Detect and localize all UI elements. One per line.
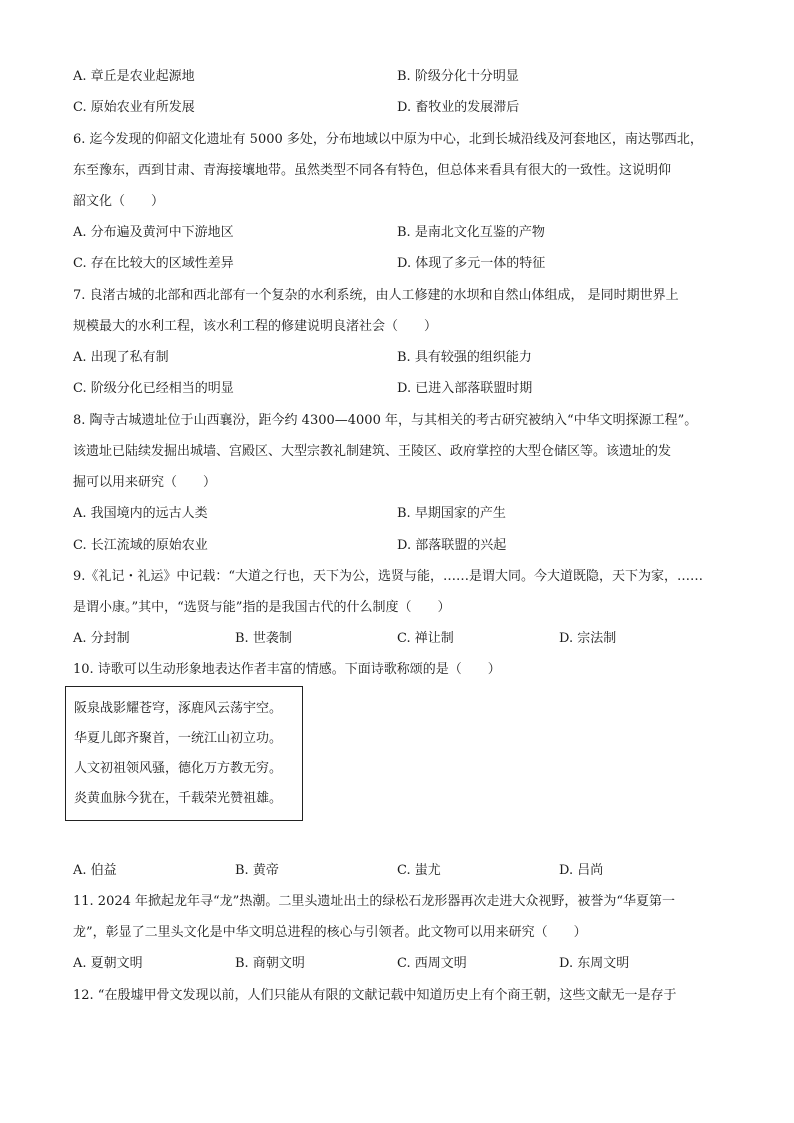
q5-option-a[interactable]: A. 章丘是农业起源地 <box>73 69 195 84</box>
q9-stem-line-1: 9.《礼记・礼运》中记载：“大道之行也，天下为公，选贤与能，……是谓大同。今大道既隐，天下为家，…… <box>73 569 704 584</box>
q9-option-c[interactable]: C. 禅让制 <box>397 631 454 646</box>
poem-line-3: 人文初祖领风骚，德化万方教无穷。 <box>74 761 283 776</box>
q9-option-a[interactable]: A. 分封制 <box>73 631 130 646</box>
q10-option-b[interactable]: B. 黄帝 <box>235 863 279 878</box>
q9-option-b[interactable]: B. 世袭制 <box>235 631 292 646</box>
q7-stem-line-1: 7. 良渚古城的北部和西北部有一个复杂的水利系统，由人工修建的水坝和自然山体组成， 是同时期世界上 <box>73 288 679 303</box>
q10-stem-line-1: 10. 诗歌可以生动形象地表达作者丰富的情感。下面诗歌称颂的是（ ） <box>73 662 501 677</box>
q9-stem-line-2: 是谓小康。”其中，“选贤与能”指的是我国古代的什么制度（ ） <box>73 600 451 615</box>
q6-option-c[interactable]: C. 存在比较大的区域性差异 <box>73 256 234 271</box>
q7-option-d[interactable]: D. 已进入部落联盟时期 <box>397 381 533 396</box>
q7-option-b[interactable]: B. 具有较强的组织能力 <box>397 350 532 365</box>
poem-line-1: 阪泉战影耀苍穹，涿鹿风云荡宇空。 <box>74 701 283 716</box>
q7-stem-line-2: 规模最大的水利工程，该水利工程的修建说明良渚社会（ ） <box>73 319 438 334</box>
q11-option-d[interactable]: D. 东周文明 <box>559 956 630 971</box>
q11-option-a[interactable]: A. 夏朝文明 <box>73 956 143 971</box>
q6-stem-line-2: 东至豫东，西到甘肃、青海接壤地带。虽然类型不同各有特色，但总体来看具有很大的一致性。这说明仰 <box>73 163 672 178</box>
q5-option-b[interactable]: B. 阶级分化十分明显 <box>397 69 519 84</box>
q8-option-c[interactable]: C. 长江流域的原始农业 <box>73 538 208 553</box>
q10-option-c[interactable]: C. 蚩尤 <box>397 863 441 878</box>
q8-option-b[interactable]: B. 早期国家的产生 <box>397 506 506 521</box>
poem-box <box>65 686 303 821</box>
q6-option-a[interactable]: A. 分布遍及黄河中下游地区 <box>73 225 234 240</box>
q8-stem-line-1: 8. 陶寺古城遗址位于山西襄汾，距今约 4300—4000 年，与其相关的考古研究被纳入“中华文明探源工程”。 <box>73 413 698 428</box>
q8-option-a[interactable]: A. 我国境内的远古人类 <box>73 506 208 521</box>
poem-line-4: 炎黄血脉今犹在，千载荣光赞祖雄。 <box>74 791 283 806</box>
q6-stem-line-3: 韶文化（ ） <box>73 194 165 209</box>
q5-option-d[interactable]: D. 畜牧业的发展滞后 <box>397 100 520 115</box>
q10-option-a[interactable]: A. 伯益 <box>73 863 117 878</box>
poem-line-2: 华夏儿郎齐聚首，一统江山初立功。 <box>74 731 283 746</box>
q8-stem-line-3: 掘可以用来研究（ ） <box>73 475 217 490</box>
q10-option-d[interactable]: D. 吕尚 <box>559 863 604 878</box>
q7-option-a[interactable]: A. 出现了私有制 <box>73 350 169 365</box>
q8-option-d[interactable]: D. 部落联盟的兴起 <box>397 538 507 553</box>
q9-option-d[interactable]: D. 宗法制 <box>559 631 617 646</box>
q7-option-c[interactable]: C. 阶级分化已经相当的明显 <box>73 381 234 396</box>
q6-option-b[interactable]: B. 是南北文化互鉴的产物 <box>397 225 545 240</box>
q12-stem-line-1: 12. “在殷墟甲骨文发现以前，人们只能从有限的文献记载中知道历史上有个商王朝，这些文献无一是存于 <box>73 988 677 1003</box>
q6-option-d[interactable]: D. 体现了多元一体的特征 <box>397 256 546 271</box>
q11-stem-line-1: 11. 2024 年掀起龙年寻“龙”热潮。二里头遗址出土的绿松石龙形器再次走进大众视野，被誉为“华夏第一 <box>73 894 675 909</box>
q8-stem-line-2: 该遗址已陆续发掘出城墙、宫殿区、大型宗教礼制建筑、王陵区、政府掌控的大型仓储区等。该遗址的发 <box>73 444 672 459</box>
q11-stem-line-2: 龙”，彰显了二里头文化是中华文明总进程的核心与引领者。此文物可以用来研究（ ） <box>73 925 587 940</box>
q11-option-c[interactable]: C. 西周文明 <box>397 956 467 971</box>
q11-option-b[interactable]: B. 商朝文明 <box>235 956 305 971</box>
q6-stem-line-1: 6. 迄今发现的仰韶文化遗址有 5000 多处，分布地域以中原为中心，北到长城沿线及河套地区，南达鄂西北， <box>73 132 703 147</box>
q5-option-c[interactable]: C. 原始农业有所发展 <box>73 100 195 115</box>
